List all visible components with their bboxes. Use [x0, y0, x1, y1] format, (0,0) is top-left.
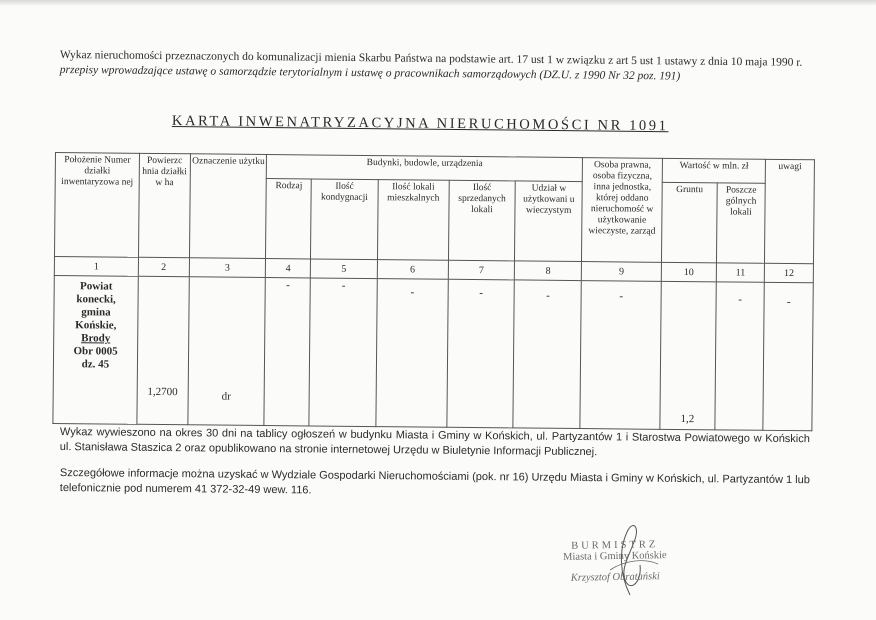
- column-number: 3: [189, 258, 266, 278]
- flats-value-cell: -: [715, 282, 765, 430]
- document-title: KARTA INWENATRYZACYJNA NIERUCHOMOŚCI NR 1091: [171, 113, 669, 135]
- column-number: 5: [310, 259, 377, 279]
- header-buildings-group: Budynki, budowle, urządzenia: [267, 155, 583, 182]
- share-cell: -: [513, 280, 581, 429]
- contact-notice: Szczegółowe informacje można uzyskać w Wydziale Gospodarki Nieruchomościami (pok. nr 16) Urzędu Miasta i Gminy w Końskich, ul. Partyzantów 1 lub telefonicznie pod numerem 41 372-32-49 wew. 116.: [59, 466, 810, 497]
- location-line: Obr 0005: [73, 345, 118, 358]
- column-number: 12: [765, 263, 814, 282]
- header-remarks: uwagi: [765, 159, 815, 264]
- posting-notice: Wykaz wywieszono na okres 30 dni na tablicy ogłoszeń w budynku Miasta i Gminy w Końskich, ul. Partyzantów 1 i Starostwa Powiatowego w Końskich ul. Stanisława Staszica 2 oraz opublikowano na stronie internetowej Urzędu w Biuletynie Informacji Publicznej.: [59, 425, 810, 459]
- floors-cell: -: [309, 278, 377, 427]
- area-cell: 1,2700: [137, 276, 189, 424]
- location-line: Powiat: [79, 280, 113, 293]
- location-line: Końskie,: [75, 319, 117, 332]
- land-value-cell: 1,2: [660, 281, 716, 429]
- usage-cell: dr: [187, 277, 265, 426]
- header-land-value: Gruntu: [662, 182, 717, 263]
- header-flats-value: Poszcze gólnych lokali: [716, 183, 765, 263]
- column-number: 9: [581, 262, 661, 282]
- location-line: konecki,: [76, 293, 116, 306]
- stamp-name: Krzysztof Obratański: [570, 571, 660, 584]
- header-share: Udział w użytkowani u wieczystym: [515, 181, 583, 262]
- column-number: 10: [661, 262, 716, 282]
- flats-cell: -: [376, 279, 448, 428]
- column-number: 8: [515, 261, 582, 281]
- header-type: Rodzaj: [266, 179, 311, 259]
- intro-italic-text: przepisy wprowadzające ustawę o samorządzie terytorialnym i ustawę o pracownikach samorządowych (DZ.U. z 1990 Nr 32 poz. 191): [59, 63, 681, 83]
- column-number: 1: [54, 257, 138, 277]
- header-flats: Ilość lokali mieszkalnych: [377, 180, 449, 261]
- location-line: gmina: [81, 306, 111, 319]
- header-location: Położenie Numer działki inwentaryzowa nej: [54, 153, 139, 258]
- column-number: 2: [138, 257, 189, 276]
- sold-flats-cell: -: [446, 279, 514, 428]
- header-owner: Osoba prawna, osoba fizyczna, inna jednostka, której oddano nieruchomość w użytkowanie wieczyste, zarząd: [582, 158, 663, 263]
- header-area: Powierzc hnia działki w ha: [138, 153, 190, 258]
- type-cell: -: [264, 278, 310, 426]
- owner-cell: -: [580, 281, 661, 430]
- mayor-stamp: [540, 539, 691, 585]
- header-value-group: Wartość w mln. zł: [662, 158, 765, 183]
- intro-paragraph: [60, 48, 830, 86]
- header-sold-flats: Ilość sprzedanych lokali: [448, 180, 516, 261]
- column-number: 6: [377, 260, 448, 280]
- header-usage: Oznaczenie użytku: [189, 154, 267, 259]
- remarks-cell: -: [763, 282, 813, 430]
- column-number: 11: [716, 263, 765, 282]
- inventory-table-container: [52, 152, 815, 431]
- location-line: Brody: [81, 332, 111, 345]
- location-line: dz. 45: [81, 358, 110, 371]
- table-row: [53, 276, 813, 431]
- inventory-table: [52, 152, 815, 431]
- location-cell: [53, 276, 138, 425]
- header-floors: Ilość kondygnacji: [310, 179, 378, 260]
- stamp-title: BURMISTRZ: [571, 539, 659, 552]
- scan-edge: [0, 0, 876, 6]
- column-number: 7: [448, 260, 515, 280]
- intro-text: Wykaz nieruchomości przeznaczonych do komunalizacji mienia Skarbu Państwa na podstawie art. 17 ust 1 w związku z art 5 ust 1 ustawy z dnia 10 maja 1990 r.: [59, 48, 803, 69]
- column-number: 4: [266, 259, 311, 278]
- stamp-office: Miasta i Gminy Końskie: [563, 550, 667, 563]
